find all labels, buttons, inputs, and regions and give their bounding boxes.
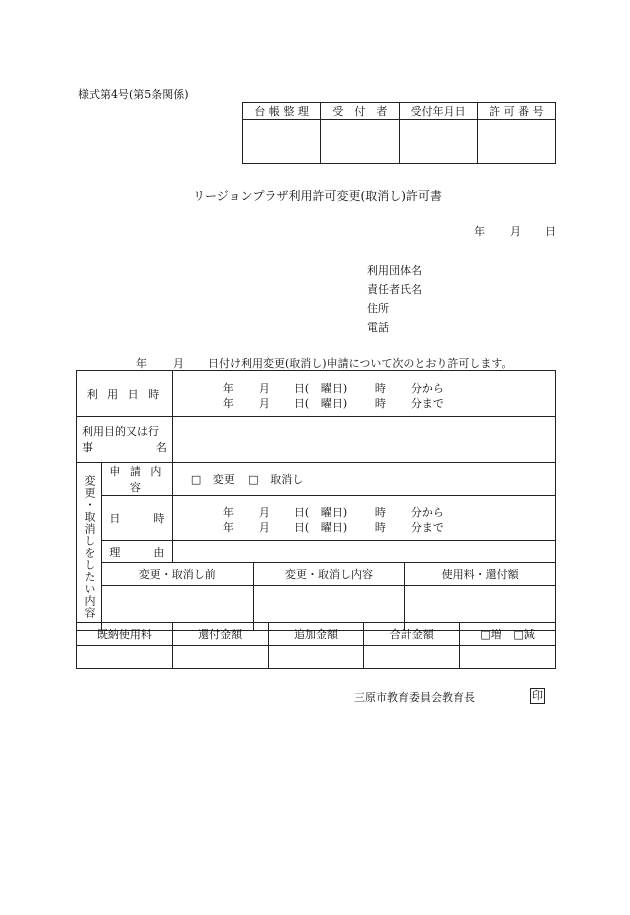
total-amount-cell[interactable] <box>364 646 460 669</box>
change-checkbox[interactable]: □ <box>190 473 202 486</box>
increase-decrease-header <box>460 623 556 646</box>
dt1-day: 日( <box>293 381 310 395</box>
seal-mark: 印 <box>532 689 543 702</box>
request-content-label: 申 請 内 容 <box>101 463 172 496</box>
cdt2-year: 年 <box>222 521 234 534</box>
header-receipt-date: 受付年月日 <box>399 103 477 120</box>
receiver-cell[interactable] <box>321 120 399 164</box>
header-permit-number: 許 可 番 号 <box>477 103 555 120</box>
paid-fee-header: 既納使用料 <box>77 623 173 646</box>
cdt1-weekday: 曜日) <box>320 506 348 519</box>
increase-checkbox[interactable]: □増 <box>480 628 502 641</box>
date-month: 月 <box>510 225 521 238</box>
dt2-minute: 分まで <box>410 396 444 410</box>
dt1-year: 年 <box>222 381 234 395</box>
issuer-name: 三原市教育委員会教育長 <box>354 691 475 704</box>
intro-text: 日付け利用変更(取消し)申請について次のとおり許可します。 <box>208 357 513 370</box>
intro-year: 年 <box>136 357 147 370</box>
cdt1-minute: 分から <box>410 506 444 519</box>
additional-amount-header: 追加金額 <box>268 623 364 646</box>
cdt2-weekday: 曜日) <box>320 521 348 534</box>
purpose-label-line2 <box>82 440 167 456</box>
change-datetime-cell[interactable] <box>172 496 555 541</box>
usage-datetime-cell[interactable] <box>172 371 555 417</box>
refund-amount-cell[interactable] <box>172 646 268 669</box>
datetime-label: 日 時 <box>101 496 172 541</box>
phone-label: 電話 <box>367 321 389 334</box>
dt1-minute: 分から <box>410 381 444 395</box>
dt2-month: 月 <box>258 396 270 410</box>
dt2-day: 日( <box>293 396 310 410</box>
reason-label: 理 由 <box>101 541 172 563</box>
cdt2-hour: 時 <box>374 521 386 534</box>
registry-table <box>242 102 556 164</box>
increase-decrease-cell[interactable] <box>460 646 556 669</box>
dt1-hour: 時 <box>374 381 386 395</box>
fee-refund-header: 使用料・還付額 <box>405 563 556 586</box>
cdt1-month: 月 <box>258 506 270 519</box>
cancel-checkbox[interactable]: □ <box>248 473 259 486</box>
additional-amount-cell[interactable] <box>268 646 364 669</box>
receipt-date-cell[interactable] <box>399 120 477 164</box>
cdt1-day: 日( <box>293 506 310 519</box>
dt2-weekday: 曜日) <box>320 396 348 410</box>
purpose-cell[interactable] <box>172 417 555 463</box>
paid-fee-cell[interactable] <box>77 646 173 669</box>
request-content-cell <box>172 463 555 496</box>
header-ledger: 台 帳 整 理 <box>243 103 321 120</box>
date-year: 年 <box>474 225 485 238</box>
purpose-label-event: 事 <box>82 440 93 454</box>
decrease-checkbox[interactable]: □減 <box>513 628 535 641</box>
dt1-month: 月 <box>258 381 270 395</box>
responsible-person-label: 責任者氏名 <box>367 283 422 296</box>
dt2-year: 年 <box>222 396 234 410</box>
before-change-header: 変更・取消し前 <box>101 563 253 586</box>
reason-cell[interactable] <box>172 541 555 563</box>
fee-table <box>76 622 556 669</box>
refund-amount-header: 還付金額 <box>172 623 268 646</box>
address-label: 住所 <box>367 302 389 315</box>
purpose-label-name: 名 <box>155 440 167 454</box>
document-title: リージョンプラザ利用許可変更(取消し)許可書 <box>193 189 442 203</box>
cdt1-year: 年 <box>222 506 234 519</box>
purpose-label <box>77 417 173 463</box>
group-name-label: 利用団体名 <box>367 264 422 277</box>
header-receiver: 受 付 者 <box>321 103 399 120</box>
ledger-cell[interactable] <box>243 120 321 164</box>
intro-month: 月 <box>173 357 184 370</box>
dt2-hour: 時 <box>374 396 386 410</box>
main-table <box>76 370 556 631</box>
date-day: 日 <box>545 225 556 238</box>
total-amount-header: 合計金額 <box>364 623 460 646</box>
cdt1-hour: 時 <box>374 506 386 519</box>
change-option-label: 変更 <box>212 473 235 486</box>
permit-number-cell[interactable] <box>477 120 555 164</box>
dt1-weekday: 曜日) <box>320 381 348 395</box>
usage-datetime-label: 利 用 日 時 <box>77 371 173 417</box>
change-content-side-label: 変更・取消しをしたい内容 <box>77 463 102 631</box>
cdt2-day: 日( <box>293 521 310 534</box>
form-number: 様式第4号(第5条関係) <box>78 88 189 101</box>
cancel-option-label: 取消し <box>270 473 304 486</box>
change-content-header: 変更・取消し内容 <box>253 563 405 586</box>
purpose-label-line1: 利用目的又は行 <box>82 424 159 438</box>
cdt2-minute: 分まで <box>410 521 444 534</box>
cdt2-month: 月 <box>258 521 270 534</box>
